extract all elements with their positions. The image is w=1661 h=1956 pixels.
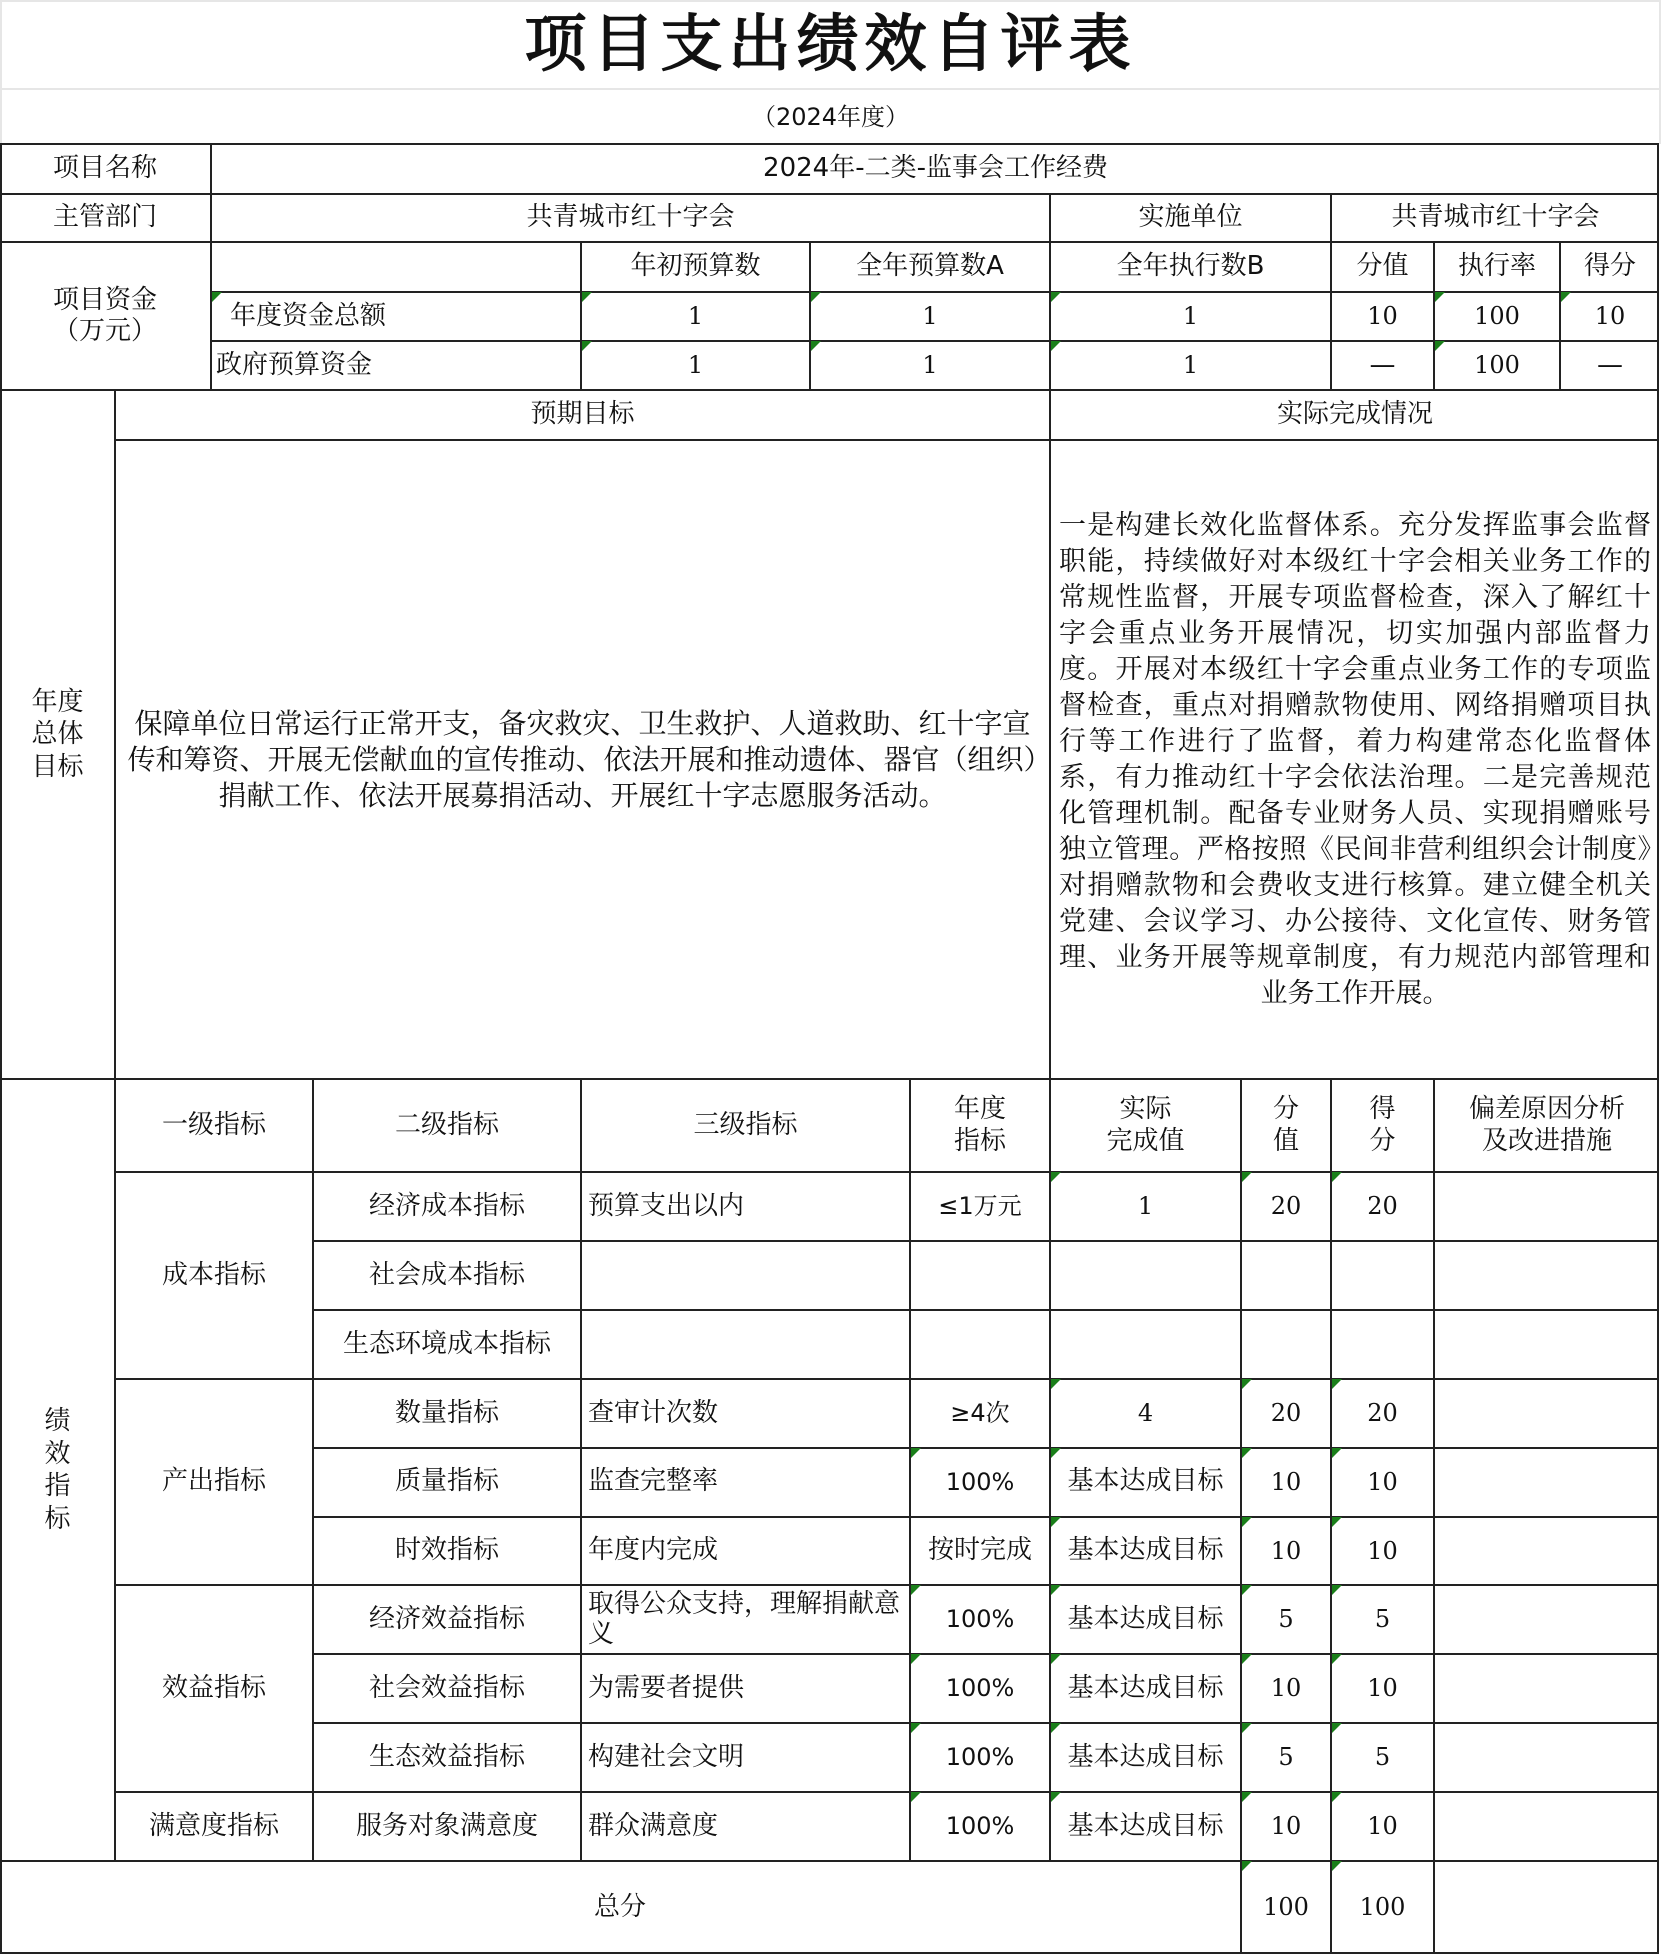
level1-indicator: 产出指标 <box>161 1466 266 1497</box>
total-score: 100 <box>1330 1861 1433 1954</box>
funds-row-name: 政府预算资金 <box>216 349 373 380</box>
cell-level2: 社会成本指标 <box>312 1241 580 1310</box>
cell-level3 <box>580 1310 909 1379</box>
cell-actual: 基本达成目标 <box>1049 1792 1240 1861</box>
cell-weight <box>1240 1310 1330 1379</box>
project-name-value: 2024年-二类-监事会工作经费 <box>210 144 1659 194</box>
cell-target: 按时完成 <box>909 1517 1049 1586</box>
funds-row-rate: 100 <box>1433 341 1559 390</box>
funds-row-weight: 10 <box>1330 292 1433 341</box>
cell-weight <box>1240 1241 1330 1310</box>
cell-score: 5 <box>1330 1723 1433 1792</box>
goals-label-cell <box>0 390 115 1079</box>
cell-score: 20 <box>1330 1379 1433 1448</box>
cell-score: 10 <box>1330 1792 1433 1861</box>
cell-level3: 取得公众支持，理解捐献意义 <box>580 1585 909 1654</box>
cell-level3: 年度内完成 <box>580 1517 909 1586</box>
cell-analysis <box>1433 1792 1659 1861</box>
total-label: 总分 <box>593 1891 646 1922</box>
cell-actual: 基本达成目标 <box>1049 1585 1240 1654</box>
cell-target: 100% <box>909 1723 1049 1792</box>
cell-weight: 10 <box>1240 1654 1330 1723</box>
cell-target: 100% <box>909 1792 1049 1861</box>
funds-label: 项目资金 （万元） <box>52 284 157 346</box>
cell-score: 10 <box>1330 1517 1433 1586</box>
cell-weight: 20 <box>1240 1379 1330 1448</box>
ind-header-score: 得 分 <box>1330 1079 1433 1172</box>
cell-analysis <box>1433 1723 1659 1792</box>
cell-analysis <box>1433 1379 1659 1448</box>
funds-row-rate: 100 <box>1433 292 1559 341</box>
cell-analysis <box>1433 1172 1659 1241</box>
goals-label: 年度总体目标 <box>31 686 84 782</box>
cell-level3: 预算支出以内 <box>580 1172 909 1241</box>
cell-target <box>909 1241 1049 1310</box>
impl-unit-label: 实施单位 <box>1049 194 1330 242</box>
cell-target: ≥4次 <box>909 1379 1049 1448</box>
cell-actual: 基本达成目标 <box>1049 1723 1240 1792</box>
cell-level3: 监查完整率 <box>580 1448 909 1517</box>
cell-level2: 质量指标 <box>312 1448 580 1517</box>
cell-actual: 1 <box>1049 1172 1240 1241</box>
funds-row-annual: 1 <box>809 292 1049 341</box>
ind-header-level2: 二级指标 <box>312 1079 580 1172</box>
project-name-label: 项目名称 <box>52 153 157 184</box>
cell-analysis <box>1433 1654 1659 1723</box>
level1-indicator: 成本指标 <box>161 1259 266 1290</box>
cell-level2: 服务对象满意度 <box>312 1792 580 1861</box>
cell-level3: 群众满意度 <box>580 1792 909 1861</box>
funds-row-executed: 1 <box>1049 341 1330 390</box>
expected-goal-header: 预期目标 <box>530 399 635 430</box>
cell-actual: 4 <box>1049 1379 1240 1448</box>
expected-goal-text: 保障单位日常运行正常开支，备灾救灾、卫生救护、人道救助、红十字宣传和筹资、开展无偿献血的宣传推动、依法开展和推动遗体、器官（组织）捐献工作、依法开展募捐活动、开展红十字志愿服务活动。 <box>127 706 1038 812</box>
funds-row-weight: — <box>1330 341 1433 390</box>
funds-row-name: 年度资金总额 <box>212 292 580 341</box>
funds-header-annual: 全年预算数A <box>809 242 1049 292</box>
cell-target <box>909 1310 1049 1379</box>
ind-header-level1: 一级指标 <box>161 1109 266 1140</box>
cell-level3: 查审计次数 <box>580 1379 909 1448</box>
cell-actual <box>1049 1310 1240 1379</box>
funds-row-initial: 1 <box>580 341 809 390</box>
funds-row-score: — <box>1559 341 1659 390</box>
funds-header-weight: 分值 <box>1330 242 1433 292</box>
funds-row-initial: 1 <box>580 292 809 341</box>
cell-analysis <box>1433 1517 1659 1586</box>
cell-level2: 经济效益指标 <box>312 1585 580 1654</box>
cell-level3 <box>580 1241 909 1310</box>
cell-level2: 时效指标 <box>312 1517 580 1586</box>
cell-level2: 社会效益指标 <box>312 1654 580 1723</box>
cell-level3: 为需要者提供 <box>580 1654 909 1723</box>
cell-level2: 生态效益指标 <box>312 1723 580 1792</box>
total-weight: 100 <box>1240 1861 1330 1954</box>
total-analysis <box>1433 1861 1659 1954</box>
cell-weight: 10 <box>1240 1517 1330 1586</box>
cell-actual: 基本达成目标 <box>1049 1654 1240 1723</box>
cell-score: 10 <box>1330 1654 1433 1723</box>
funds-header-score: 得分 <box>1559 242 1659 292</box>
funds-row-executed: 1 <box>1049 292 1330 341</box>
cell-analysis <box>1433 1448 1659 1517</box>
page-title: 项目支出绩效自评表 <box>524 6 1137 80</box>
funds-header-executed: 全年执行数B <box>1049 242 1330 292</box>
cell-target: 100% <box>909 1448 1049 1517</box>
cell-target: 100% <box>909 1654 1049 1723</box>
cell-score: 20 <box>1330 1172 1433 1241</box>
actual-completion-header: 实际完成情况 <box>1049 390 1659 440</box>
cell-score <box>1330 1241 1433 1310</box>
cell-actual: 基本达成目标 <box>1049 1517 1240 1586</box>
funds-header-rate: 执行率 <box>1433 242 1559 292</box>
indicators-label: 绩效指标 <box>44 1406 71 1534</box>
cell-weight: 5 <box>1240 1585 1330 1654</box>
cell-score: 10 <box>1330 1448 1433 1517</box>
cell-analysis <box>1433 1585 1659 1654</box>
ind-header-level3: 三级指标 <box>580 1079 909 1172</box>
impl-unit-value: 共青城市红十字会 <box>1330 194 1659 242</box>
cell-score: 5 <box>1330 1585 1433 1654</box>
page-subtitle: （2024年度） <box>751 102 910 131</box>
cell-weight: 20 <box>1240 1172 1330 1241</box>
ind-header-target: 年度 指标 <box>909 1079 1049 1172</box>
cell-level3: 构建社会文明 <box>580 1723 909 1792</box>
cell-level2: 生态环境成本指标 <box>312 1310 580 1379</box>
level1-indicator: 满意度指标 <box>148 1810 279 1841</box>
cell-target: 100% <box>909 1585 1049 1654</box>
funds-header-blank <box>212 242 580 292</box>
cell-weight: 5 <box>1240 1723 1330 1792</box>
cell-analysis <box>1433 1241 1659 1310</box>
ind-header-weight: 分 值 <box>1240 1079 1330 1172</box>
cell-target: ≤1万元 <box>909 1172 1049 1241</box>
funds-header-initial: 年初预算数 <box>580 242 809 292</box>
cell-weight: 10 <box>1240 1792 1330 1861</box>
cell-actual <box>1049 1241 1240 1310</box>
ind-header-analysis: 偏差原因分析 及改进措施 <box>1433 1079 1659 1172</box>
cell-level2: 数量指标 <box>312 1379 580 1448</box>
dept-value: 共青城市红十字会 <box>210 194 1049 242</box>
cell-weight: 10 <box>1240 1448 1330 1517</box>
ind-header-actual: 实际 完成值 <box>1049 1079 1240 1172</box>
level1-indicator: 效益指标 <box>161 1673 266 1704</box>
funds-row-annual: 1 <box>809 341 1049 390</box>
funds-row-score: 10 <box>1559 292 1659 341</box>
actual-completion-text: 一是构建长效化监督体系。充分发挥监事会监督职能，持续做好对本级红十字会相关业务工作的常规性监督，开展专项监督检查，深入了解红十字会重点业务开展情况，切实加强内部监督力度。开展对本级红十字会重点业务工作的专项监督检查，重点对捐赠款物使用、网络捐赠项目执行等工作进行了监督，着力构建常态化监督体系，有力推动红十字会依法治理。二是完善规范化管理机制。配备专业财务人员、实现捐赠账号独立管理。严格按照《民间非营利组织会计制度》对捐赠款物和会费收支进行核算。建立健全机关党建、会议学习、办公接待、文化宣传、财务管理、业务开展等规章制度，有力规范内部管理和业务工作开展。 <box>1049 440 1659 1079</box>
cell-actual: 基本达成目标 <box>1049 1448 1240 1517</box>
cell-analysis <box>1433 1310 1659 1379</box>
indicators-label-cell <box>0 1079 115 1861</box>
cell-score <box>1330 1310 1433 1379</box>
dept-label: 主管部门 <box>52 202 157 233</box>
cell-level2: 经济成本指标 <box>312 1172 580 1241</box>
